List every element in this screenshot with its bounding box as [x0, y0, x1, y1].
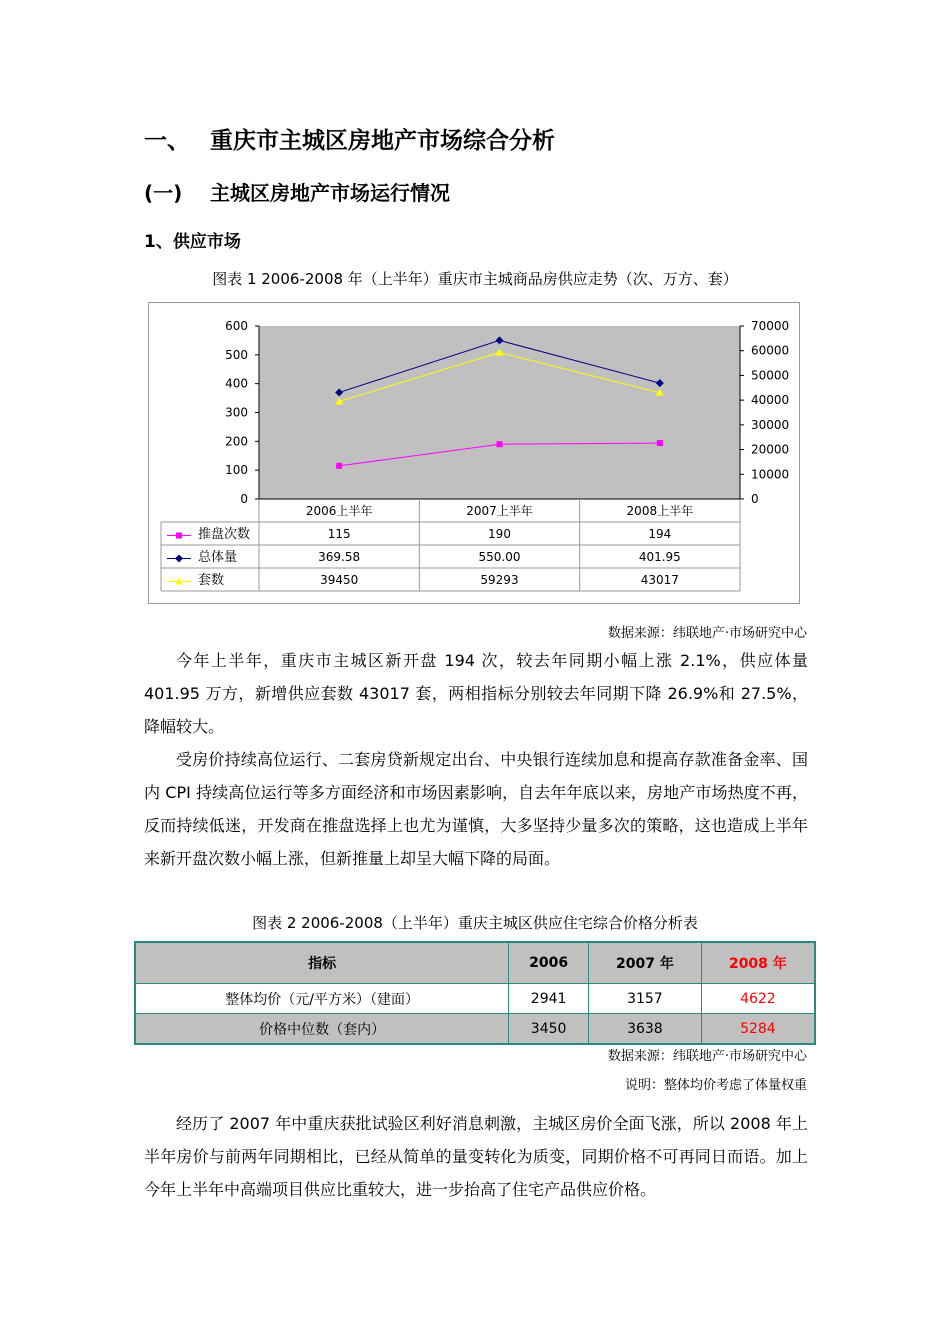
data-point-marker [497, 441, 503, 447]
legend-label: 推盘次数 [198, 527, 251, 542]
data-table-value: 194 [648, 527, 672, 541]
heading-1-text: 重庆市主城区房地产市场综合分析 [210, 128, 555, 154]
y-left-tick-label: 200 [225, 434, 248, 449]
header-cell: 2006 [509, 942, 589, 984]
header-cell: 2007 年 [589, 942, 702, 984]
data-table-value: 115 [327, 527, 351, 541]
heading-2-number: (一) [144, 181, 183, 205]
y-right-tick-label: 0 [751, 492, 759, 506]
x-category-label: 2008上半年 [626, 504, 694, 518]
table-row [135, 984, 815, 1014]
data-table-value: 401.95 [638, 550, 681, 564]
y-left-tick-label: 500 [225, 347, 248, 362]
data-point-marker [657, 440, 663, 446]
data-table-value: 550.00 [478, 550, 521, 564]
y-right-tick-label: 20000 [751, 442, 790, 457]
y-left-tick-label: 400 [225, 376, 248, 391]
data-table-value: 39450 [320, 573, 359, 587]
y-left-tick-label: 0 [240, 492, 248, 506]
chart-data-source: 数据来源：纬联地产·市场研究中心 [607, 626, 807, 641]
y-left-tick-label: 600 [225, 319, 248, 333]
paragraph-price-analysis [144, 1107, 808, 1206]
table-cell: 3638 [589, 1014, 702, 1045]
header-cell: 指标 [135, 942, 509, 984]
header-cell-highlight: 2008 年 [701, 942, 815, 984]
x-category-label: 2007上半年 [466, 504, 533, 518]
legend-label: 套数 [198, 573, 225, 588]
paragraph-text: 受房价持续高位运行、二套房贷新规定出台、中央银行连续加息和提高存款准备金率、国内 CPI 持续高位运行等多方面经济和市场因素影响，自去年年底以来，房地产市场热度不再，反而持续低迷，开发商在推盘选择上也尤为谨慎，大多坚持少量多次的策略，这也造成上半年来新开盘次数小幅上涨，但新推量上却呈大幅下降的局面。 [144, 750, 808, 868]
data-table-value: 43017 [640, 573, 679, 587]
legend-label: 总体量 [198, 550, 238, 565]
data-table-value: 369.58 [318, 550, 361, 564]
heading-2-text: 主城区房地产市场运行情况 [210, 181, 450, 205]
supply-chart [148, 302, 800, 604]
paragraph-market-factors [144, 743, 808, 875]
data-point-marker [336, 463, 342, 469]
legend-key-marker [175, 555, 183, 563]
y-right-tick-label: 70000 [751, 319, 790, 333]
table-data-source: 数据来源：纬联地产·市场研究中心 [607, 1049, 807, 1064]
data-table-value: 59293 [480, 573, 519, 587]
table-cell: 2941 [509, 984, 589, 1014]
paragraph-supply-summary [144, 644, 808, 743]
chart-caption: 图表 1 2006-2008 年（上半年）重庆市主城商品房供应走势（次、万方、套） [212, 270, 738, 288]
y-right-tick-label: 60000 [751, 343, 790, 358]
heading-3: 1、供应市场 [144, 232, 241, 252]
y-right-tick-label: 40000 [751, 393, 790, 408]
table-caption: 图表 2 2006-2008（上半年）重庆主城区供应住宅综合价格分析表 [252, 914, 698, 932]
heading-1-number: 一、 [144, 128, 190, 154]
x-category-label: 2006上半年 [305, 504, 373, 518]
table-cell: 3450 [509, 1014, 589, 1045]
paragraph-text: 今年上半年，重庆市主城区新开盘 194 次，较去年同期小幅上涨 2.1%，供应体量 401.95 万方，新增供应套数 43017 套，两相指标分别较去年同期下降 26.9%和 27.5%，降幅较大。 [144, 651, 808, 736]
table-cell: 3157 [589, 984, 702, 1014]
y-left-tick-label: 100 [225, 463, 248, 478]
y-right-tick-label: 50000 [751, 368, 790, 383]
heading-1 [144, 122, 555, 155]
table-cell: 价格中位数（套内） [135, 1014, 509, 1045]
y-left-tick-label: 300 [225, 405, 248, 420]
y-right-tick-label: 10000 [751, 467, 790, 482]
table-note: 说明：整体均价考虑了体量权重 [624, 1078, 807, 1093]
table-row [135, 1014, 815, 1045]
price-analysis-table [134, 941, 816, 1045]
table-header-row [135, 942, 815, 984]
legend-key-marker [176, 533, 182, 539]
heading-2 [144, 177, 450, 206]
data-table-value: 190 [488, 527, 511, 541]
table-cell-highlight: 4622 [701, 984, 815, 1014]
table-cell-highlight: 5284 [701, 1014, 815, 1045]
y-right-tick-label: 30000 [751, 417, 790, 432]
paragraph-text: 经历了 2007 年中重庆获批试验区利好消息刺激，主城区房价全面飞涨，所以 2008 年上半年房价与前两年同期相比，已经从简单的量变转化为质变，同期价格不可再同日而语。加上今年上半年中高端项目供应比重较大，进一步抬高了住宅产品供应价格。 [144, 1114, 808, 1199]
table-cell: 整体均价（元/平方米）（建面） [135, 984, 509, 1014]
supply-chart-svg [149, 303, 801, 605]
